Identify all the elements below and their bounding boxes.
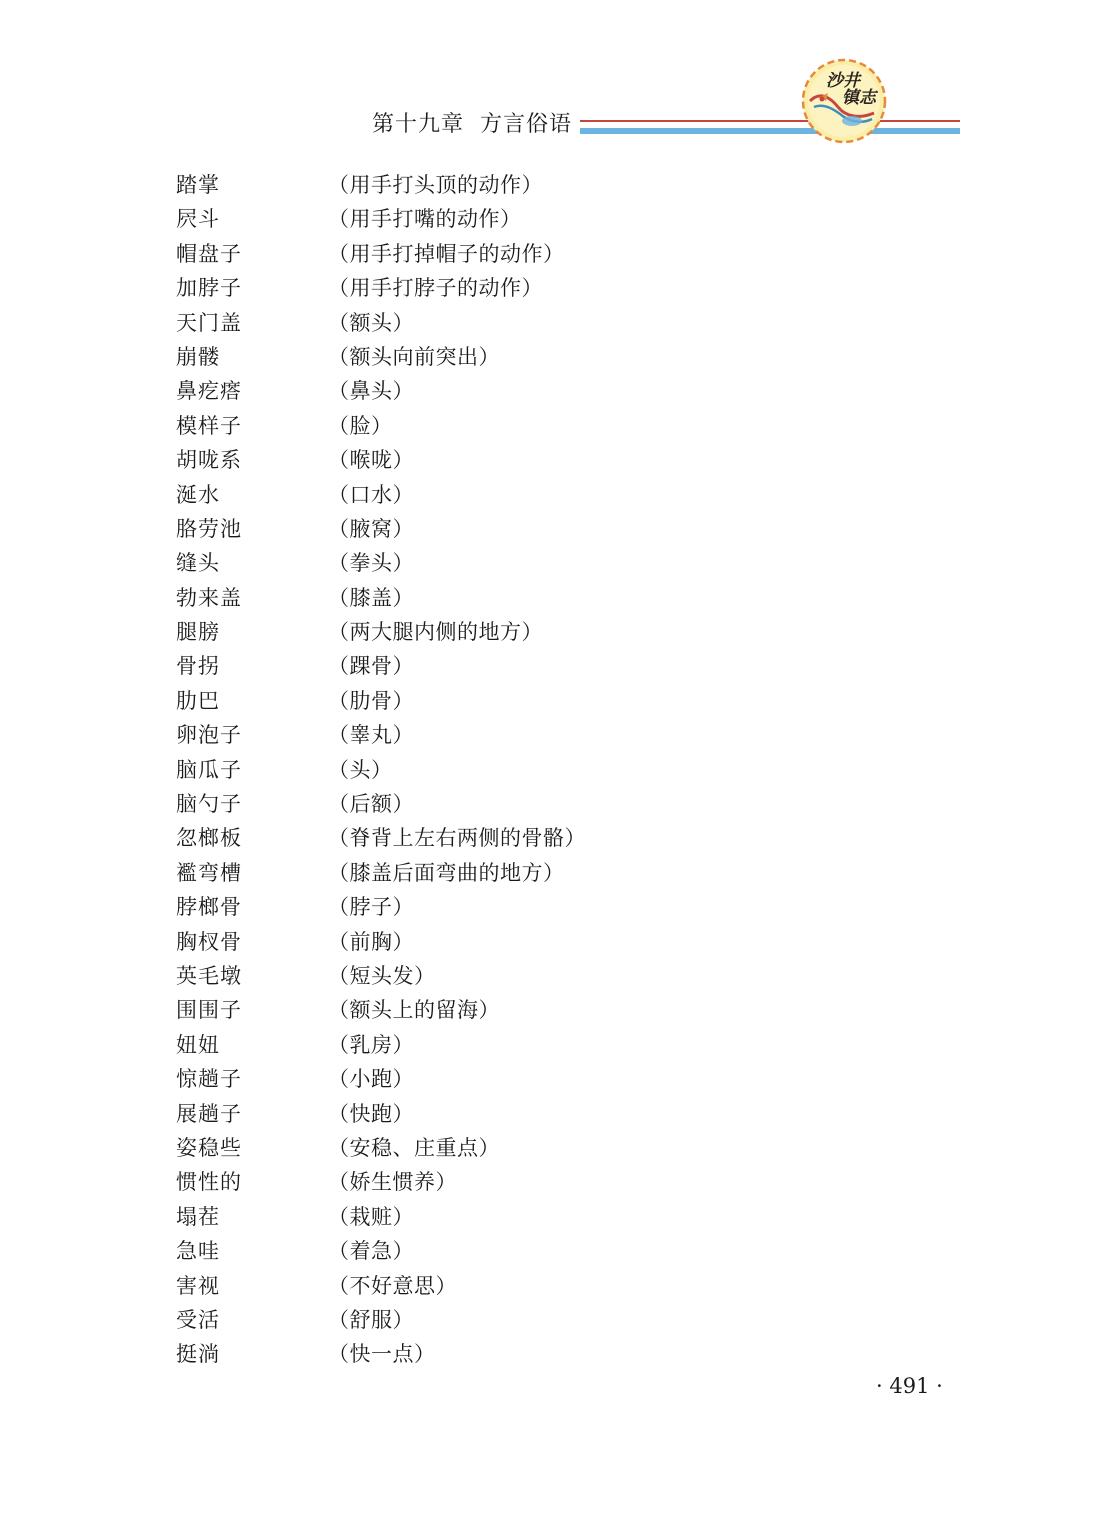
term-meaning: （拳头） [328, 551, 414, 576]
dialect-term: 脖榔骨 [176, 895, 242, 920]
list-item [176, 684, 976, 718]
dialect-term: 加脖子 [176, 276, 242, 301]
list-item [176, 925, 976, 959]
list-item [176, 718, 976, 752]
dialect-term: 惯性的 [176, 1170, 242, 1195]
dialect-term: 模样子 [176, 413, 242, 438]
term-meaning: （用手打脖子的动作） [328, 276, 543, 301]
dialect-term: 害视 [176, 1273, 220, 1298]
dialect-term: 脑瓜子 [176, 757, 242, 782]
list-item [176, 340, 976, 374]
list-item [176, 1303, 976, 1337]
dialect-term: 受活 [176, 1307, 220, 1332]
dialect-term: 惊趟子 [176, 1067, 242, 1092]
list-item [176, 1131, 976, 1165]
term-meaning: （前胸） [328, 929, 414, 954]
list-item [176, 478, 976, 512]
dialect-term: 天门盖 [176, 310, 242, 335]
dialect-term: 塌茬 [176, 1204, 220, 1229]
list-item [176, 1269, 976, 1303]
chapter-title: 第十九章 方言俗语 [372, 112, 572, 137]
term-meaning: （安稳、庄重点） [328, 1135, 500, 1160]
dialect-term: 涎水 [176, 482, 220, 507]
list-item [176, 890, 976, 924]
dialect-term: 展趟子 [176, 1101, 242, 1126]
term-meaning: （踝骨） [328, 654, 414, 679]
list-item [176, 753, 976, 787]
term-meaning: （乳房） [328, 1032, 414, 1057]
dialect-term: 忽榔板 [176, 826, 242, 851]
term-meaning: （栽赃） [328, 1204, 414, 1229]
term-meaning: （口水） [328, 482, 414, 507]
dialect-term: 脑勺子 [176, 792, 242, 817]
term-meaning: （后额） [328, 792, 414, 817]
emblem-text-bottom: 镇志 [842, 88, 876, 108]
dialect-term: 围围子 [176, 998, 242, 1023]
dialect-term: 屄斗 [176, 207, 220, 232]
dialect-term: 急哇 [176, 1239, 220, 1264]
term-meaning: （着急） [328, 1239, 414, 1264]
dialect-term: 姿稳些 [176, 1135, 242, 1160]
list-item [176, 821, 976, 855]
dialect-term: 妞妞 [176, 1032, 220, 1057]
list-item [176, 649, 976, 683]
list-item [176, 1337, 976, 1371]
list-item [176, 237, 976, 271]
dialect-term: 胡咙系 [176, 448, 242, 473]
term-meaning: （用手打头顶的动作） [328, 173, 543, 197]
dialect-term: 卵泡子 [176, 723, 242, 748]
term-meaning: （用手打嘴的动作） [328, 207, 522, 232]
dialect-word-list [176, 168, 976, 1372]
list-item [176, 306, 976, 340]
dialect-term: 胸杈骨 [176, 929, 242, 954]
list-item [176, 581, 976, 615]
dialect-term: 腿膀 [176, 620, 220, 645]
emblem-text-top: 沙井 [826, 71, 860, 91]
header-rule-red [580, 120, 960, 122]
term-meaning: （额头向前突出） [328, 344, 500, 369]
term-meaning: （膝盖后面弯曲的地方） [328, 860, 565, 885]
term-meaning: （膝盖） [328, 585, 414, 610]
term-meaning: （脊背上左右两侧的骨骼） [328, 826, 586, 851]
term-meaning: （头） [328, 757, 393, 782]
term-meaning: （喉咙） [328, 448, 414, 473]
term-meaning: （用手打掉帽子的动作） [328, 241, 565, 266]
term-meaning: （不好意思） [328, 1273, 457, 1298]
list-item [176, 1028, 976, 1062]
list-item [176, 787, 976, 821]
dialect-term: 胳劳池 [176, 516, 242, 541]
dialect-term: 英毛墩 [176, 963, 242, 988]
term-meaning: （脖子） [328, 895, 414, 920]
list-item [176, 1165, 976, 1199]
term-meaning: （肋骨） [328, 688, 414, 713]
term-meaning: （两大腿内侧的地方） [328, 620, 543, 645]
term-meaning: （脸） [328, 413, 393, 438]
list-item [176, 374, 976, 408]
dialect-term: 勃来盖 [176, 585, 242, 610]
list-item [176, 959, 976, 993]
term-meaning: （鼻头） [328, 379, 414, 404]
dialect-term: 帽盘子 [176, 241, 242, 266]
term-meaning: （小跑） [328, 1067, 414, 1092]
dialect-term: 缝头 [176, 551, 220, 576]
dialect-term: 肋巴 [176, 688, 220, 713]
list-item [176, 271, 976, 305]
term-meaning: （快跑） [328, 1101, 414, 1126]
dialect-term: 襤弯槽 [176, 860, 242, 885]
list-item [176, 546, 976, 580]
list-item [176, 443, 976, 477]
list-item [176, 1234, 976, 1268]
list-item [176, 168, 976, 202]
list-item [176, 615, 976, 649]
dialect-term: 踏掌 [176, 173, 220, 197]
dialect-term: 鼻疙瘩 [176, 379, 242, 404]
list-item [176, 1200, 976, 1234]
dialect-term: 骨拐 [176, 654, 220, 679]
dialect-term: 崩髅 [176, 344, 220, 369]
list-item [176, 993, 976, 1027]
list-item [176, 1062, 976, 1096]
list-item [176, 409, 976, 443]
term-meaning: （快一点） [328, 1342, 436, 1367]
term-meaning: （额头） [328, 310, 414, 335]
term-meaning: （娇生惯养） [328, 1170, 457, 1195]
dialect-term: 挺淌 [176, 1342, 220, 1367]
list-item [176, 512, 976, 546]
header-rule-blue [580, 128, 960, 134]
list-item [176, 202, 976, 236]
term-meaning: （舒服） [328, 1307, 414, 1332]
term-meaning: （额头上的留海） [328, 998, 500, 1023]
list-item [176, 1097, 976, 1131]
term-meaning: （腋窝） [328, 516, 414, 541]
page-number: · 491 · [876, 1374, 943, 1398]
list-item [176, 856, 976, 890]
term-meaning: （睾丸） [328, 723, 414, 748]
term-meaning: （短头发） [328, 963, 436, 988]
